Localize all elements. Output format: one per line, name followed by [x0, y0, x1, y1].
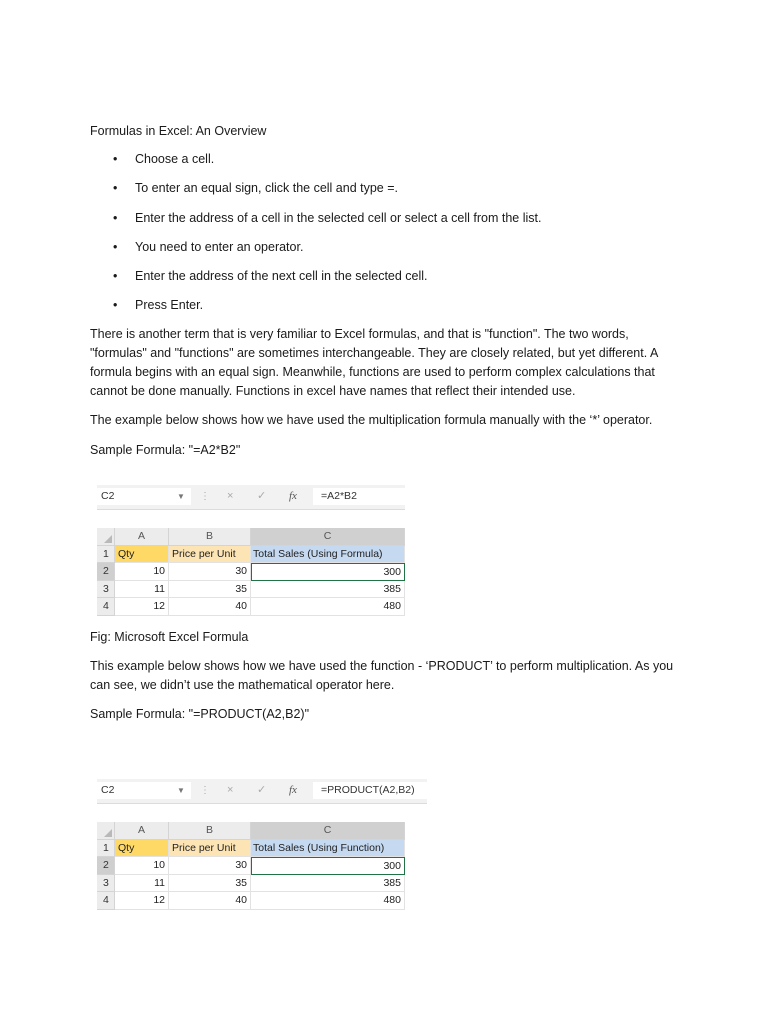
formula-bar: [97, 485, 405, 510]
functions-paragraph: There is another term that is very familiar to Excel formulas, and that is "function". The two words, "formulas" and "functions" are sometimes interchangeable. They are closely related, but yet different. A formula begins with an equal sign. Meanwhile, functions are used to perform complex calculations that cannot be done manually. Functions in excel have names that reflect their intended use.: [90, 327, 658, 398]
name-box[interactable]: C2: [97, 488, 191, 505]
column-header-a[interactable]: A: [115, 528, 169, 546]
cell-a4[interactable]: 12: [115, 598, 169, 616]
fx-icon[interactable]: fx: [289, 490, 297, 502]
cell-b2[interactable]: 30: [169, 563, 251, 581]
cell-c1[interactable]: Total Sales (Using Function): [251, 840, 405, 858]
formula-input[interactable]: =A2*B2: [313, 488, 405, 505]
name-box[interactable]: C2: [97, 782, 191, 799]
cell-b2[interactable]: 30: [169, 857, 251, 875]
formula-input[interactable]: =PRODUCT(A2,B2): [313, 782, 427, 799]
close-icon[interactable]: ×: [227, 490, 234, 502]
grip-icon: ⋮: [200, 491, 210, 502]
cell-b1[interactable]: Price per Unit: [169, 546, 251, 564]
table-row: [97, 892, 427, 910]
bullet-icon: •: [113, 152, 118, 166]
column-header-c[interactable]: C: [251, 822, 405, 840]
table-row: [97, 840, 427, 858]
cell-c2-active[interactable]: 300: [251, 857, 405, 875]
list-item: [90, 296, 690, 325]
column-header-row: [97, 822, 427, 840]
list-item-text: To enter an equal sign, click the cell and type =.: [135, 181, 399, 196]
chevron-down-icon[interactable]: ▼: [177, 492, 185, 501]
list-item-text: Choose a cell.: [135, 152, 215, 166]
row-number[interactable]: 2: [97, 563, 115, 581]
fx-icon[interactable]: fx: [289, 784, 297, 796]
list-item: [90, 209, 690, 238]
bullet-icon: •: [113, 181, 118, 196]
row-number[interactable]: 2: [97, 857, 115, 875]
cell-c3[interactable]: 385: [251, 581, 405, 599]
row-number[interactable]: 3: [97, 875, 115, 893]
column-header-b[interactable]: B: [169, 528, 251, 546]
cell-a3[interactable]: 11: [115, 875, 169, 893]
cell-b4[interactable]: 40: [169, 892, 251, 910]
list-item: [90, 238, 690, 267]
row-number[interactable]: 4: [97, 892, 115, 910]
cell-a1[interactable]: Qty: [115, 546, 169, 564]
column-header-c[interactable]: C: [251, 528, 405, 546]
cell-b4[interactable]: 40: [169, 598, 251, 616]
cell-a1[interactable]: Qty: [115, 840, 169, 858]
figure-caption: Fig: Microsoft Excel Formula: [90, 630, 249, 644]
select-all-corner[interactable]: [97, 528, 115, 546]
table-row: [97, 857, 427, 875]
function-paragraph: This example below shows how we have used the function - ‘PRODUCT’ to perform multiplication. As you can see, we didn’t use the mathematical operator here.: [90, 659, 674, 692]
formula-bar: [97, 779, 427, 804]
table-row: [97, 546, 405, 564]
list-item: [90, 267, 690, 296]
check-icon[interactable]: ✓: [257, 490, 267, 502]
cell-c4[interactable]: 480: [251, 598, 405, 616]
row-number[interactable]: 3: [97, 581, 115, 599]
cell-b3[interactable]: 35: [169, 581, 251, 599]
list-item-text: Enter the address of a cell in the selected cell or select a cell from the list.: [135, 210, 542, 225]
grip-icon: ⋮: [200, 785, 210, 796]
cell-a2[interactable]: 10: [115, 563, 169, 581]
table-row: [97, 598, 405, 616]
cell-b1[interactable]: Price per Unit: [169, 840, 251, 858]
list-item: [90, 179, 690, 208]
bullet-icon: •: [113, 269, 118, 284]
chevron-down-icon[interactable]: ▼: [177, 786, 185, 795]
cell-c4[interactable]: 480: [251, 892, 405, 910]
excel-screenshot-formula: [97, 485, 405, 616]
table-row: [97, 563, 405, 581]
list-item-text: Press Enter.: [135, 298, 204, 313]
close-icon[interactable]: ×: [227, 784, 234, 796]
overview-heading: Formulas in Excel: An Overview: [90, 124, 267, 138]
list-item: [90, 150, 690, 179]
steps-list: [90, 150, 690, 326]
cell-a2[interactable]: 10: [115, 857, 169, 875]
example-paragraph: The example below shows how we have used the multiplication formula manually with the ‘*’ operator.: [90, 413, 653, 427]
cell-c3[interactable]: 385: [251, 875, 405, 893]
select-all-corner[interactable]: [97, 822, 115, 840]
bullet-icon: •: [113, 210, 118, 225]
spreadsheet-grid: [97, 822, 427, 910]
spreadsheet-grid: [97, 528, 405, 616]
list-item-text: Enter the address of the next cell in the selected cell.: [135, 269, 428, 284]
column-header-row: [97, 528, 405, 546]
cell-a3[interactable]: 11: [115, 581, 169, 599]
table-row: [97, 581, 405, 599]
list-item-text: You need to enter an operator.: [135, 239, 304, 254]
cell-a4[interactable]: 12: [115, 892, 169, 910]
column-header-b[interactable]: B: [169, 822, 251, 840]
bullet-icon: •: [113, 239, 118, 254]
row-number[interactable]: 1: [97, 840, 115, 858]
cell-c2-active[interactable]: 300: [251, 563, 405, 581]
cell-c1[interactable]: Total Sales (Using Formula): [251, 546, 405, 564]
column-header-a[interactable]: A: [115, 822, 169, 840]
sample-formula-2: Sample Formula: "=PRODUCT(A2,B2)": [90, 707, 310, 721]
table-row: [97, 875, 427, 893]
sample-formula-1: Sample Formula: "=A2*B2": [90, 443, 241, 457]
bullet-icon: •: [113, 298, 118, 313]
excel-screenshot-function: [97, 779, 427, 910]
cell-b3[interactable]: 35: [169, 875, 251, 893]
check-icon[interactable]: ✓: [257, 784, 267, 796]
row-number[interactable]: 1: [97, 546, 115, 564]
row-number[interactable]: 4: [97, 598, 115, 616]
